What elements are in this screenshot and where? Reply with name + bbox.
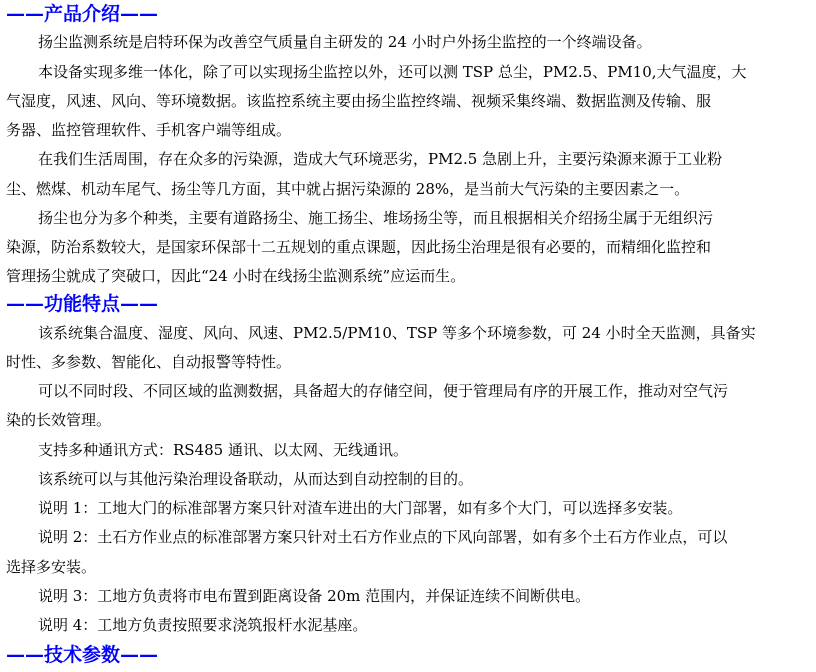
paragraph-line: 时性、多参数、智能化、自动报警等特性。 [6, 353, 292, 371]
paragraph-line: 可以不同时段、不同区域的监测数据，具备超大的存储空间，便于管理局有序的开展工作，推动对空气污 [38, 382, 729, 400]
paragraph-line: 染源，防治系数较大，是国家环保部十二五规划的重点课题，因此扬尘治理是很有必要的，而精细化监控和 [6, 238, 712, 256]
paragraph-line: 务器、监控管理软件、手机客户端等组成。 [6, 121, 292, 139]
paragraph-line: 扬尘监测系统是启特环保为改善空气质量自主研发的 24 小时户外扬尘监控的一个终端设备。 [38, 33, 652, 51]
paragraph-line: 支持多种通讯方式：RS485 通讯、以太网、无线通讯。 [38, 441, 408, 459]
paragraph-line: 尘、燃煤、机动车尾气、扬尘等几方面，其中就占据污染源的 28%，是当前大气污染的主要因素之一。 [6, 180, 690, 198]
paragraph-line: 说明 3：工地方负责将市电布置到距离设备 20m 范围内，并保证连续不间断供电。 [38, 587, 591, 605]
paragraph-line: 染的长效管理。 [6, 411, 112, 429]
paragraph-line: 选择多安装。 [6, 558, 97, 576]
paragraph-line: 该系统集合温度、湿度、风向、风速、PM2.5/PM10、TSP 等多个环境参数，可 24 小时全天监测，具备实 [38, 324, 756, 342]
paragraph-line: 管理扬尘就成了突破口，因此“24 小时在线扬尘监测系统”应运而生。 [6, 267, 466, 285]
paragraph-line: 该系统可以与其他污染治理设备联动，从而达到自动控制的目的。 [38, 470, 474, 488]
section-heading-product-intro: ——产品介绍—— [6, 3, 159, 25]
paragraph-line: 说明 2：土石方作业点的标准部署方案只针对土石方作业点的下风向部署，如有多个土石方作业点，可以 [38, 528, 728, 546]
paragraph-line: 说明 4：工地方负责按照要求浇筑报杆水泥基座。 [38, 616, 368, 634]
paragraph-line: 本设备实现多维一体化，除了可以实现扬尘监控以外，还可以测 TSP 总尘，PM2.5、PM10,大气温度，大 [38, 63, 747, 81]
paragraph-line: 在我们生活周围，存在众多的污染源，造成大气环境恶劣，PM2.5 急剧上升，主要污染源来源于工业粉 [38, 150, 723, 168]
paragraph-line: 气湿度，风速、风向、等环境数据。该监控系统主要由扬尘监控终端、视频采集终端、数据监测及传输、服 [6, 92, 712, 110]
paragraph-line: 扬尘也分为多个种类，主要有道路扬尘、施工扬尘、堆场扬尘等，而且根据相关介绍扬尘属于无组织污 [38, 209, 714, 227]
paragraph-line: 说明 1：工地大门的标准部署方案只针对渣车进出的大门部署，如有多个大门，可以选择多安装。 [38, 499, 683, 517]
section-heading-tech-params: ——技术参数—— [6, 644, 159, 666]
section-heading-features: ——功能特点—— [6, 293, 159, 315]
